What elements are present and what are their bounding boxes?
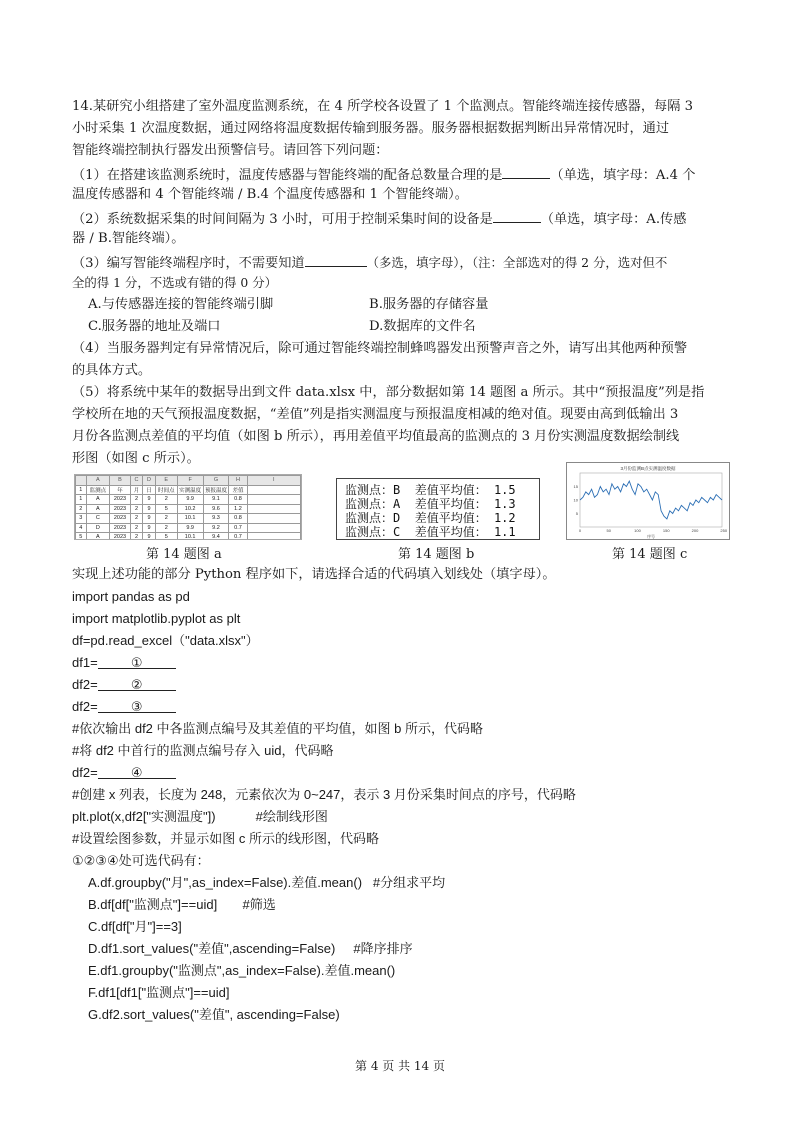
table-cell: 0.7 bbox=[229, 533, 247, 541]
page-footer: 第 4 页 共 14 页 bbox=[355, 1059, 445, 1073]
table-cell bbox=[247, 533, 300, 541]
chart-title: 3月份监测B点实测温度数据 bbox=[620, 466, 676, 471]
code-line: import pandas as pd bbox=[72, 589, 190, 604]
output-point-id: C bbox=[393, 525, 401, 539]
code-text: df2= bbox=[72, 699, 98, 714]
x-tick-label: 50 bbox=[606, 528, 611, 533]
subquestion-2-options: 器 / B.智能终端）。 bbox=[72, 231, 185, 246]
table-cell: 2023 bbox=[110, 495, 130, 505]
options-heading: ①②③④处可选代码有： bbox=[72, 853, 210, 868]
code-text: plt.plot(x,df2["实测温度"]) bbox=[72, 809, 216, 824]
column-letter: H bbox=[229, 476, 247, 486]
subquestion-2-stem: （2）系统数据采集的时间间隔为 3 小时，可用于控制采集时间的设备是 bbox=[72, 212, 493, 227]
table-cell: 9 bbox=[143, 533, 156, 541]
table-cell bbox=[247, 504, 300, 514]
x-tick-label: 100 bbox=[634, 528, 641, 533]
header-cell: 监测点 bbox=[86, 485, 110, 495]
figure-c-chart bbox=[566, 462, 730, 540]
output-value: 1.5 bbox=[493, 483, 516, 497]
option-b: B.服务器的存储容量 bbox=[369, 297, 489, 312]
table-cell: 10.2 bbox=[177, 504, 203, 514]
line-chart bbox=[566, 462, 730, 540]
column-letter: C bbox=[130, 476, 143, 486]
header-cell bbox=[247, 485, 300, 495]
code-text: df2= bbox=[72, 677, 98, 692]
answer-blank-2 bbox=[98, 676, 176, 691]
code-comment: #依次输出 df2 中各监测点编号及其差值的平均值，如图 b 所示，代码略 bbox=[72, 721, 483, 736]
subquestion-5-line-4: 形图（如图 c 所示）。 bbox=[72, 451, 200, 466]
table-cell: 4 bbox=[76, 523, 87, 533]
table-cell: 2 bbox=[130, 495, 143, 505]
table-cell: 2 bbox=[130, 523, 143, 533]
header-cell: 时间点 bbox=[155, 485, 177, 495]
output-point-id: B bbox=[393, 483, 401, 497]
x-tick-label: 250 bbox=[720, 528, 728, 533]
column-letter: F bbox=[177, 476, 203, 486]
subquestion-5-line-2: 学校所在地的天气预报温度数据，“差值”列是指实测温度与预报温度相减的绝对值。现要由高到低输出 3 bbox=[72, 407, 679, 422]
code-option-g: G.df2.sort_values("差值", ascending=False) bbox=[88, 1007, 340, 1022]
question-intro-line-3: 智能终端控制执行器发出预警信号。请回答下列问题： bbox=[72, 143, 389, 158]
column-letter: G bbox=[203, 476, 229, 486]
output-point-id: A bbox=[393, 497, 401, 511]
column-letter: B bbox=[110, 476, 130, 486]
subquestion-3-note: （多选，填字母），（注：全部选对的得 2 分，选对但不 bbox=[366, 255, 668, 270]
header-cell: 预报温度 bbox=[203, 485, 229, 495]
output-label: 监测点： bbox=[345, 483, 394, 497]
table-cell: 2023 bbox=[110, 514, 130, 524]
table-cell: 10.1 bbox=[177, 533, 203, 541]
table-row bbox=[76, 523, 301, 533]
output-label: 监测点： bbox=[345, 525, 394, 539]
table-cell: 9 bbox=[143, 523, 156, 533]
table-cell bbox=[247, 495, 300, 505]
figure-a-spreadsheet bbox=[74, 474, 302, 540]
table-cell: C bbox=[86, 514, 110, 524]
table-cell: A bbox=[86, 533, 110, 541]
question-intro-line-2: 小时采集 1 次温度数据，通过网络将温度数据传输到服务器。服务器根据数据判断出异常情况时，通过 bbox=[72, 121, 670, 136]
answer-blank bbox=[493, 208, 541, 223]
option-c: C.服务器的地址及端口 bbox=[88, 319, 221, 334]
blank-number: ③ bbox=[130, 699, 143, 714]
table-cell: 5 bbox=[155, 504, 177, 514]
code-line-blank-1 bbox=[72, 654, 176, 672]
table-cell: 2 bbox=[155, 495, 177, 505]
subquestion-1-stem: （1）在搭建该监测系统时，温度传感器与智能终端的配备总数量合理的是 bbox=[72, 168, 503, 183]
output-value: 1.3 bbox=[493, 497, 516, 511]
code-text: df2= bbox=[72, 765, 98, 780]
table-cell: 5 bbox=[155, 533, 177, 541]
code-option-f: F.df1[df1["监测点"]==uid] bbox=[88, 985, 230, 1000]
subquestion-5-line-1: （5）将系统中某年的数据导出到文件 data.xlsx 中，部分数据如第 14 题图 a 所示。其中“预报温度”列是指 bbox=[72, 385, 705, 400]
subquestion-1-instruction: （单选，填字母：A.4 个 bbox=[550, 168, 696, 183]
code-comment-inline: #绘制线形图 bbox=[255, 809, 328, 824]
table-cell: 3 bbox=[76, 514, 87, 524]
table-cell bbox=[247, 523, 300, 533]
table-cell bbox=[247, 514, 300, 524]
table-cell: A bbox=[86, 504, 110, 514]
code-line: import matplotlib.pyplot as plt bbox=[72, 611, 241, 626]
output-metric: 差值平均值： bbox=[414, 483, 487, 497]
figure-b-caption: 第 14 题图 b bbox=[398, 547, 475, 562]
spreadsheet-header-row bbox=[76, 485, 301, 495]
table-cell: A bbox=[86, 495, 110, 505]
code-option-d: D.df1.sort_values("差值",ascending=False) #降序排序 bbox=[88, 941, 413, 956]
header-cell: 月 bbox=[130, 485, 143, 495]
subquestion-5-line-3: 月份各监测点差值的平均值（如图 b 所示），再用差值平均值最高的监测点的 3 月份实测温度数据绘制线 bbox=[72, 429, 680, 444]
table-cell: 2 bbox=[130, 504, 143, 514]
subquestion-3 bbox=[72, 252, 667, 273]
row-number: 1 bbox=[76, 485, 87, 495]
output-point-id: D bbox=[393, 511, 401, 525]
table-cell: 2023 bbox=[110, 523, 130, 533]
output-metric: 差值平均值： bbox=[414, 525, 487, 539]
table-cell: 9.2 bbox=[203, 523, 229, 533]
table-cell: 0.7 bbox=[229, 523, 247, 533]
code-comment: #创建 x 列表，长度为 248，元素依次为 0~247，表示 3 月份采集时间点的序号，代码略 bbox=[72, 787, 576, 802]
table-cell: 2 bbox=[130, 514, 143, 524]
column-letter: D bbox=[143, 476, 156, 486]
output-metric: 差值平均值： bbox=[414, 497, 487, 511]
output-label: 监测点： bbox=[345, 497, 394, 511]
table-cell: 9.9 bbox=[177, 495, 203, 505]
table-cell: 5 bbox=[76, 533, 87, 541]
code-option-b: B.df[df["监测点"]==uid] #筛选 bbox=[88, 897, 276, 912]
output-label: 监测点： bbox=[345, 511, 394, 525]
table-cell: 9.4 bbox=[203, 533, 229, 541]
table-cell: 1.2 bbox=[229, 504, 247, 514]
y-tick-label: 10 bbox=[573, 497, 578, 503]
column-letter: E bbox=[155, 476, 177, 486]
code-line-blank-4 bbox=[72, 764, 176, 782]
column-letter: I bbox=[247, 476, 300, 486]
x-tick-label: 0 bbox=[578, 528, 582, 533]
table-cell: 9 bbox=[143, 504, 156, 514]
table-cell: 2023 bbox=[110, 504, 130, 514]
question-intro-line-1: 14.某研究小组搭建了室外温度监测系统，在 4 所学校各设置了 1 个监测点。智能终端连接传感器，每隔 3 bbox=[72, 99, 693, 114]
table-cell: 9.9 bbox=[177, 523, 203, 533]
y-tick-label: 5 bbox=[575, 511, 578, 516]
table-cell: 0.8 bbox=[229, 495, 247, 505]
corner-cell bbox=[76, 476, 87, 486]
table-cell: D bbox=[86, 523, 110, 533]
subquestion-3-note-cont: 全的得 1 分，不选或有错的得 0 分） bbox=[72, 275, 277, 290]
blank-number: ④ bbox=[130, 765, 143, 780]
subquestion-1 bbox=[72, 164, 695, 185]
code-line-blank-3 bbox=[72, 698, 176, 716]
table-row bbox=[76, 504, 301, 514]
figure-a-caption: 第 14 题图 a bbox=[146, 547, 222, 562]
subquestion-2-instruction: （单选，填字母：A.传感 bbox=[540, 212, 687, 227]
table-cell: 0.8 bbox=[229, 514, 247, 524]
spreadsheet-table bbox=[75, 475, 301, 540]
x-axis-label: 序号 bbox=[647, 534, 655, 539]
figure-c-caption: 第 14 题图 c bbox=[612, 547, 688, 562]
blank-number: ① bbox=[130, 655, 143, 670]
table-cell: 9 bbox=[143, 495, 156, 505]
table-cell: 9.1 bbox=[203, 495, 229, 505]
header-cell: 差值 bbox=[229, 485, 247, 495]
subquestion-1-options: 温度传感器和 4 个智能终端 / B.4 个温度传感器和 1 个智能终端）。 bbox=[72, 187, 468, 202]
table-row bbox=[76, 533, 301, 541]
subquestion-2 bbox=[72, 208, 686, 229]
option-d: D.数据库的文件名 bbox=[369, 319, 476, 334]
code-line-blank-2 bbox=[72, 676, 176, 694]
subquestion-3-stem: （3）编写智能终端程序时，不需要知道 bbox=[72, 256, 305, 271]
table-cell: 2 bbox=[76, 504, 87, 514]
subquestion-4: （4）当服务器判定有异常情况后，除可通过智能终端控制蜂鸣器发出预警声音之外，请写出其他两种预警 bbox=[72, 341, 688, 356]
blank-number: ② bbox=[130, 677, 143, 692]
column-letter: A bbox=[86, 476, 110, 486]
table-cell: 2023 bbox=[110, 533, 130, 541]
table-cell: 9 bbox=[143, 514, 156, 524]
table-cell: 2 bbox=[155, 514, 177, 524]
spreadsheet-column-letters bbox=[76, 476, 301, 486]
subquestion-4-cont: 的具体方式。 bbox=[72, 363, 152, 378]
table-row bbox=[76, 495, 301, 505]
code-comment: #设置绘图参数，并显示如图 c 所示的线形图，代码略 bbox=[72, 831, 379, 846]
header-cell: 年 bbox=[110, 485, 130, 495]
implementation-intro: 实现上述功能的部分 Python 程序如下，请选择合适的代码填入划线处（填字母）。 bbox=[72, 567, 556, 582]
table-cell: 9.3 bbox=[203, 514, 229, 524]
code-comment: #将 df2 中首行的监测点编号存入 uid，代码略 bbox=[72, 743, 334, 758]
answer-blank-1 bbox=[98, 654, 176, 669]
output-row bbox=[345, 523, 516, 540]
answer-blank bbox=[502, 164, 550, 179]
x-tick-label: 200 bbox=[691, 528, 699, 533]
table-row bbox=[76, 514, 301, 524]
code-line: df=pd.read_excel（"data.xlsx"） bbox=[72, 633, 259, 648]
table-cell: 1 bbox=[76, 495, 87, 505]
output-value: 1.1 bbox=[493, 525, 516, 539]
header-cell: 实测温度 bbox=[177, 485, 203, 495]
code-line-plot bbox=[72, 808, 328, 826]
table-cell: 2 bbox=[130, 533, 143, 541]
option-a: A.与传感器连接的智能终端引脚 bbox=[88, 297, 274, 312]
output-metric: 差值平均值： bbox=[414, 511, 487, 525]
code-option-e: E.df1.groupby("监测点",as_index=False).差值.mean() bbox=[88, 963, 396, 978]
figure-b-output bbox=[336, 478, 540, 540]
answer-blank-3 bbox=[98, 698, 176, 713]
x-tick-label: 150 bbox=[662, 528, 670, 533]
code-option-c: C.df[df["月"]==3] bbox=[88, 919, 182, 934]
answer-blank bbox=[305, 252, 367, 267]
answer-blank-4 bbox=[98, 764, 176, 779]
code-option-a: A.df.groupby("月",as_index=False).差值.mean() #分组求平均 bbox=[88, 875, 446, 890]
table-cell: 2 bbox=[155, 523, 177, 533]
table-cell: 9.6 bbox=[203, 504, 229, 514]
header-cell: 日 bbox=[143, 485, 156, 495]
code-text: df1= bbox=[72, 655, 98, 670]
table-cell: 10.1 bbox=[177, 514, 203, 524]
output-value: 1.2 bbox=[493, 511, 516, 525]
y-tick-label: 15 bbox=[573, 484, 578, 489]
